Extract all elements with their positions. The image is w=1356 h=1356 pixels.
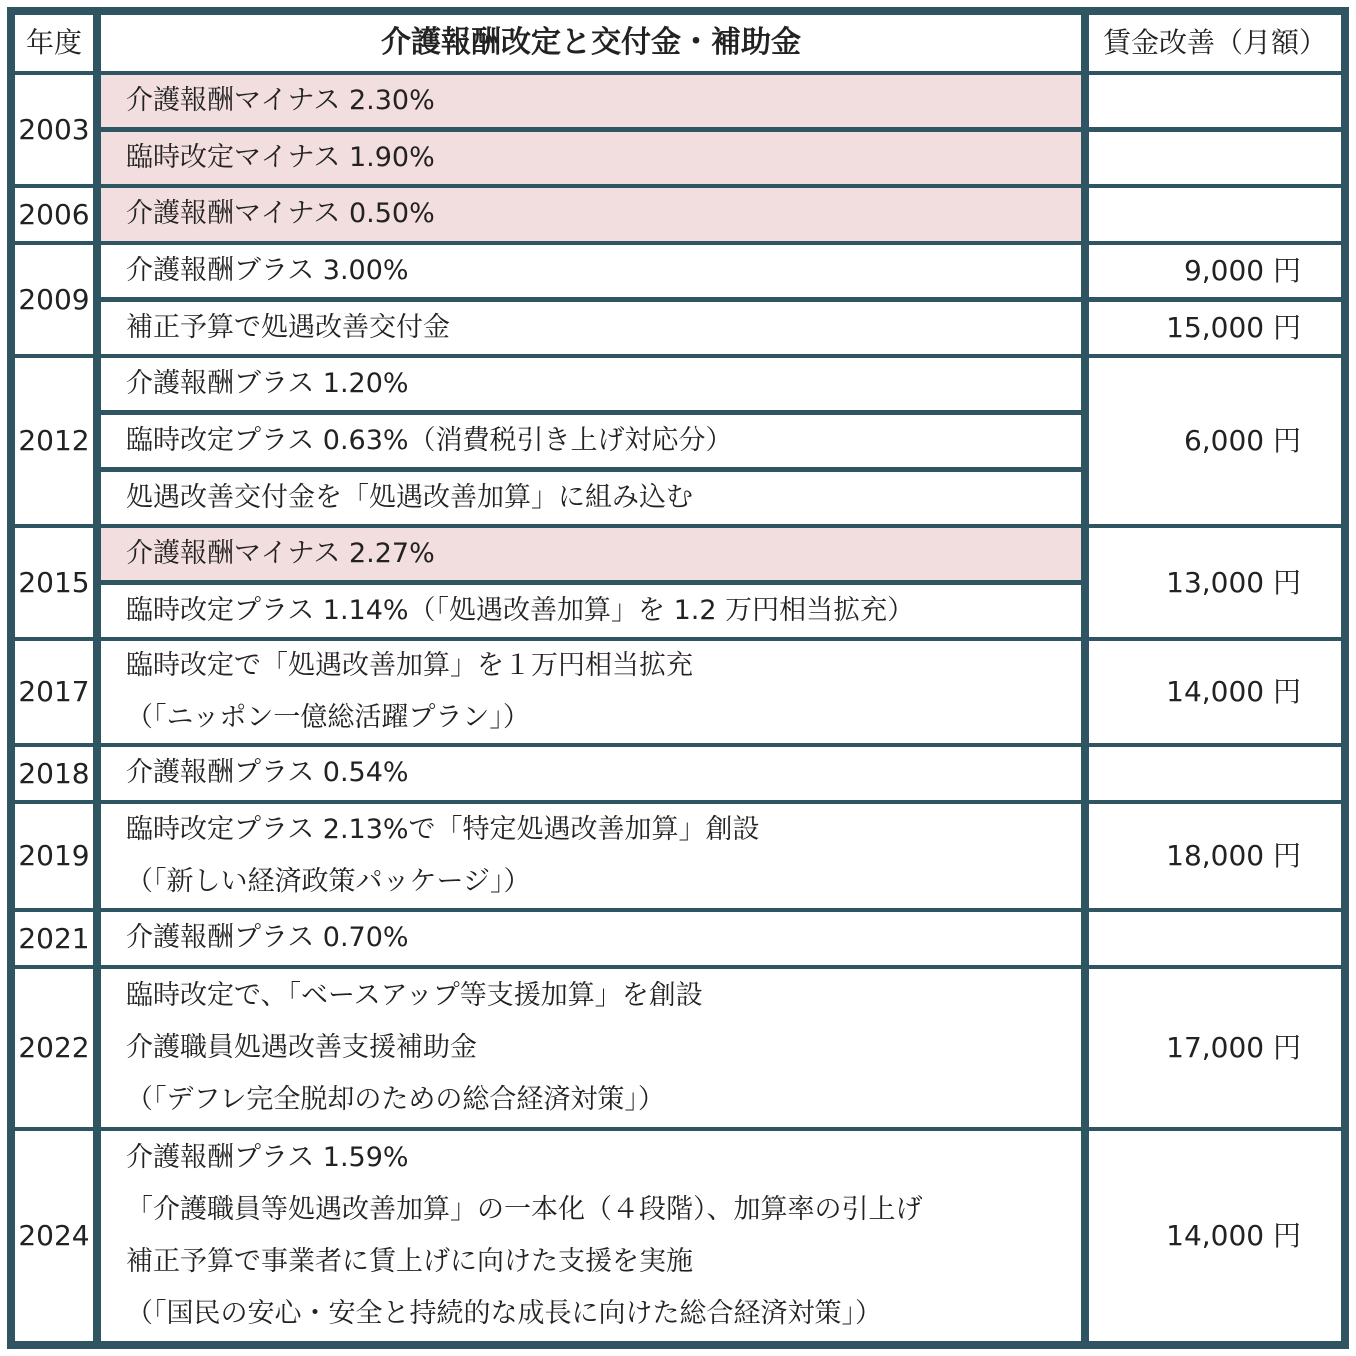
item: 臨時改定プラス 0.63%（消費税引き上げ対応分）	[101, 415, 1081, 467]
amount-cell	[1089, 912, 1341, 965]
amount-cell: 14,000 円	[1089, 1131, 1341, 1341]
item-line: 「介護職員等処遇改善加算」の一本化（４段階）、加算率の引上げ	[126, 1194, 923, 1225]
item-line: （「ニッポン一億総活躍プラン」）	[126, 702, 530, 733]
amount-cell: 14,000 円	[1089, 641, 1341, 743]
year-cell: 2006	[15, 188, 93, 241]
amount-cell	[1089, 75, 1341, 127]
item-line: （「国民の安心・安全と持続的な成長に向けた総合経済対策」）	[126, 1298, 882, 1329]
year-cell: 2003	[15, 75, 93, 184]
amount-cell: 17,000 円	[1089, 969, 1341, 1127]
item: 介護報酬プラス 0.70%	[101, 912, 1081, 965]
item-negative: 介護報酬マイナス 0.50%	[101, 188, 1081, 241]
item: 介護報酬ブラス 3.00%	[101, 245, 1081, 297]
item-line: 補正予算で事業者に賃上げに向けた支援を実施	[126, 1246, 693, 1277]
item: 処遇改善交付金を「処遇改善加算」に組み込む	[101, 472, 1081, 524]
item-line: 臨時改定で、「ベースアップ等支援加算」を創設	[126, 980, 703, 1011]
year-cell: 2015	[15, 528, 93, 637]
year-cell: 2022	[15, 969, 93, 1127]
header-wage: 賃金改善（月額）	[1089, 15, 1341, 71]
item-line: （「新しい経済政策パッケージ」）	[126, 866, 531, 897]
amount-cell: 6,000 円	[1089, 358, 1341, 524]
amount-cell: 15,000 円	[1089, 302, 1341, 354]
year-cell: 2024	[15, 1131, 93, 1341]
item-negative: 介護報酬マイナス 2.27%	[101, 528, 1081, 580]
item-line: 臨時改定で「処遇改善加算」を１万円相当拡充	[126, 650, 693, 681]
item: 介護報酬プラス 0.54%	[101, 747, 1081, 800]
item-multiline	[101, 804, 1081, 908]
item-negative: 介護報酬マイナス 2.30%	[101, 75, 1081, 127]
header-year: 年度	[15, 15, 93, 71]
item-multiline	[101, 641, 1081, 743]
item-line: （「デフレ完全脱却のための総合経済対策」）	[126, 1084, 665, 1115]
year-cell: 2018	[15, 747, 93, 800]
item: 介護報酬ブラス 1.20%	[101, 358, 1081, 410]
year-cell: 2017	[15, 641, 93, 743]
year-cell: 2019	[15, 804, 93, 908]
amount-cell	[1089, 132, 1341, 184]
item: 臨時改定プラス 1.14%（「処遇改善加算」を 1.2 万円相当拡充）	[101, 585, 1081, 637]
item: 補正予算で処遇改善交付金	[101, 302, 1081, 354]
amount-cell: 18,000 円	[1089, 804, 1341, 908]
header-title: 介護報酬改定と交付金・補助金	[101, 15, 1081, 71]
item-negative: 臨時改定マイナス 1.90%	[101, 132, 1081, 184]
item-line: 介護報酬プラス 1.59%	[126, 1142, 409, 1173]
amount-cell	[1089, 188, 1341, 241]
item-multiline	[101, 969, 1081, 1127]
item-line: 介護職員処遇改善支援補助金	[126, 1032, 477, 1063]
year-cell: 2021	[15, 912, 93, 965]
item-multiline	[101, 1131, 1081, 1341]
item-line: 臨時改定プラス 2.13%で「特定処遇改善加算」創設	[126, 814, 760, 845]
amount-cell: 9,000 円	[1089, 245, 1341, 297]
care-fee-table	[7, 7, 1349, 1349]
amount-cell	[1089, 747, 1341, 800]
year-cell: 2012	[15, 358, 93, 524]
year-cell: 2009	[15, 245, 93, 354]
amount-cell: 13,000 円	[1089, 528, 1341, 637]
